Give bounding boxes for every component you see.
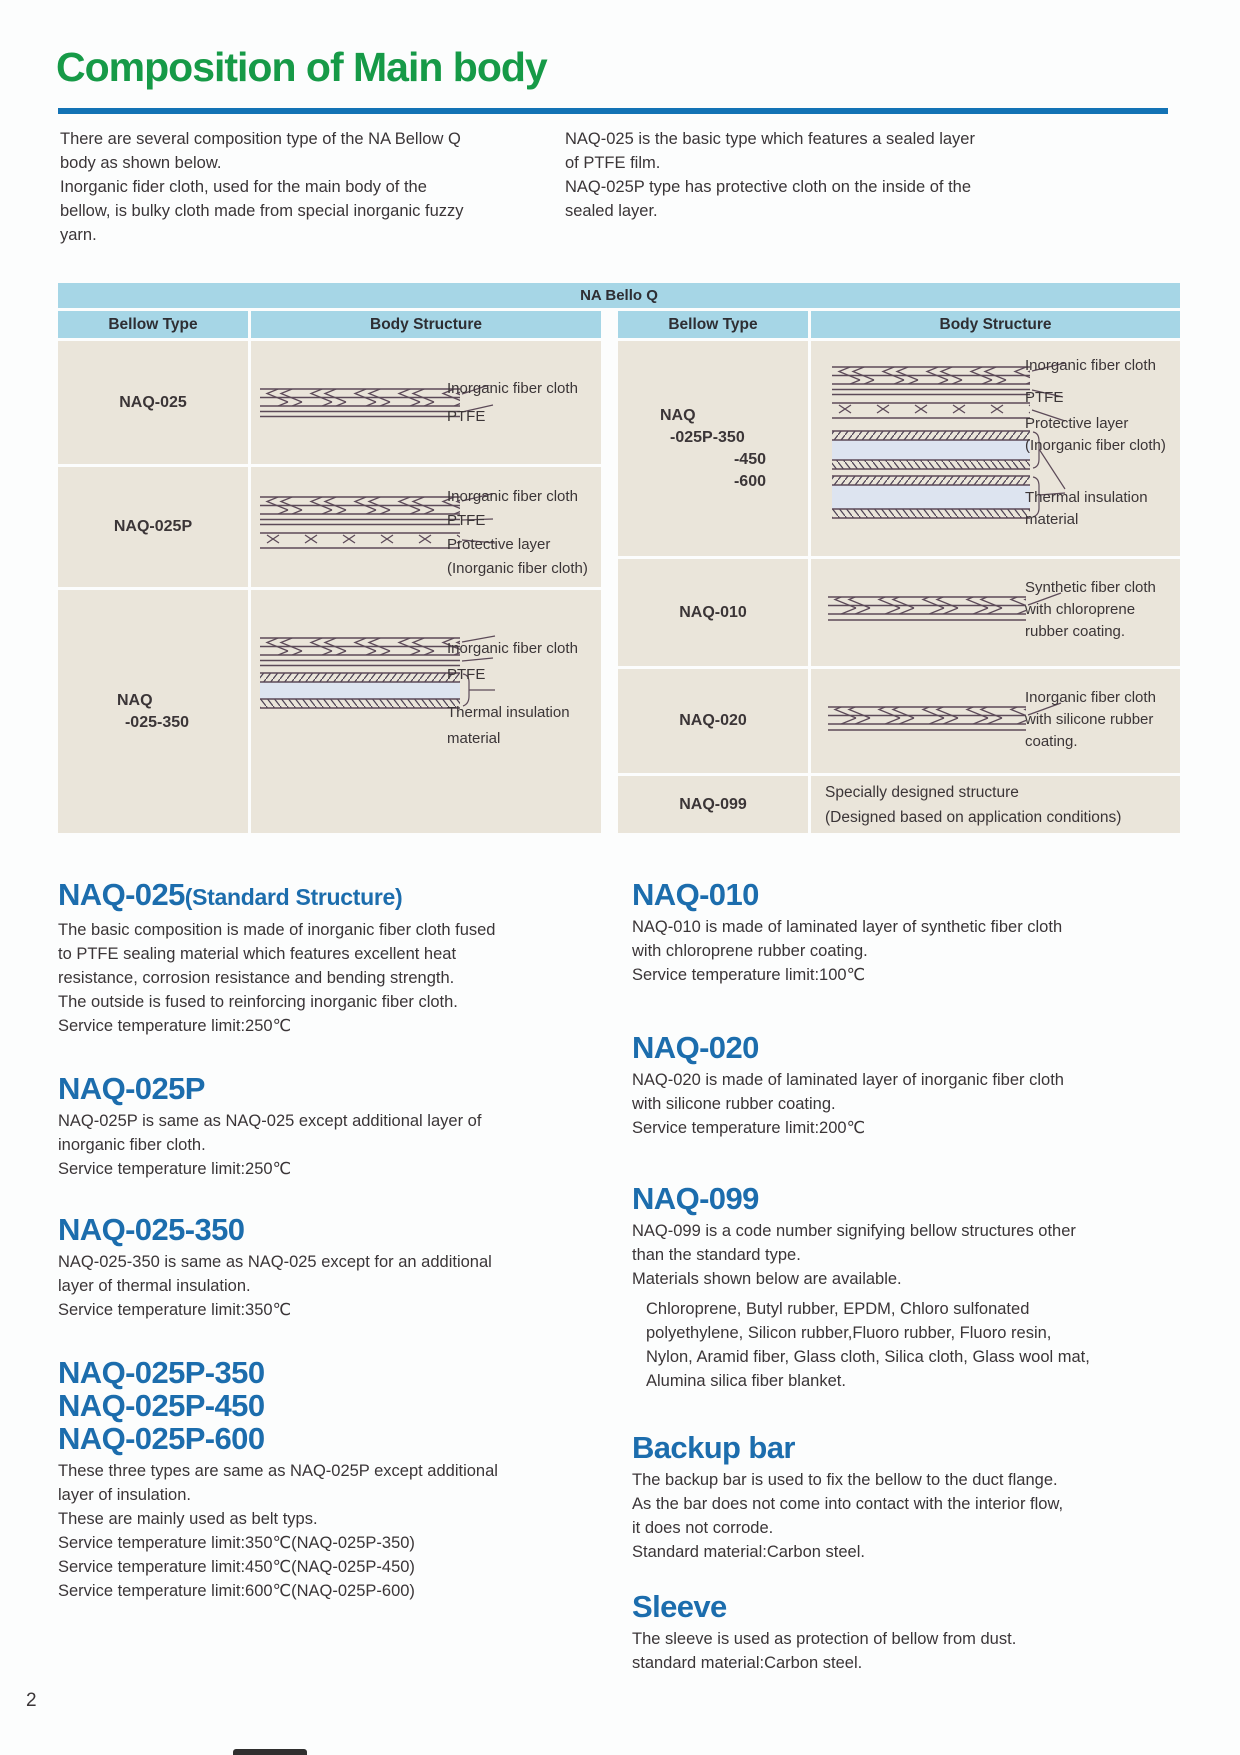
text-line: These three types are same as NAQ-025P except additional — [58, 1462, 498, 1480]
text-line: (Designed based on application conditions) — [825, 808, 1122, 826]
section-naq-099 — [632, 1182, 1137, 1393]
column-header-bellow-type: Bellow Type — [58, 311, 248, 338]
section-body — [632, 1068, 1137, 1140]
text-line: -450 — [733, 450, 766, 468]
text-line: Service temperature limit:350℃ — [58, 1301, 292, 1319]
section-heading: NAQ-020 — [632, 1030, 759, 1065]
bellow-type-naq-025p-350-450-600 — [618, 341, 808, 556]
text-line: As the bar does not come into contact with the interior flow, — [632, 1495, 1064, 1513]
text-line: Service temperature limit:250℃ — [58, 1160, 292, 1178]
section-heading: NAQ-025-350 — [58, 1212, 245, 1247]
text-line: NAQ — [116, 691, 153, 709]
text-line: Standard material:Carbon steel. — [632, 1543, 865, 1561]
text-line: inorganic fiber cloth. — [58, 1136, 206, 1154]
page-number: 2 — [26, 1690, 37, 1711]
text-line: bellow, is bulky cloth made from special inorganic fuzzy — [60, 202, 464, 220]
structure-naq-025-350 — [251, 590, 601, 833]
text-line: Service temperature limit:450℃(NAQ-025P-450) — [58, 1558, 415, 1576]
layer-labels — [447, 636, 578, 752]
text-line: -600 — [733, 472, 766, 490]
text-line: NAQ-010 is made of laminated layer of synthetic fiber cloth — [632, 918, 1063, 936]
table-left-half — [58, 311, 601, 833]
text-line: The basic composition is made of inorganic fiber cloth fused — [58, 921, 496, 939]
text-line: body as shown below. — [60, 154, 222, 172]
section-title-line: NAQ-025P-350 — [58, 1355, 265, 1390]
section-body — [58, 1250, 546, 1322]
section-naq-020 — [632, 1031, 1137, 1140]
layer-labels — [447, 485, 588, 581]
bellow-type-naq-025p: NAQ-025P — [58, 467, 248, 587]
section-heading: NAQ-010 — [632, 877, 759, 912]
text-line: Service temperature limit:200℃ — [632, 1119, 866, 1137]
section-heading — [58, 1356, 546, 1455]
text-line: Inorganic fiber cloth — [447, 640, 578, 657]
text-line: layer of thermal insulation. — [58, 1277, 251, 1295]
text-line: NAQ-025 is the basic type which features a sealed layer — [565, 130, 975, 148]
materials-list — [646, 1297, 1137, 1393]
text-line: Alumina silica fiber blanket. — [646, 1372, 846, 1390]
text-line: Inorganic fiber cloth — [1025, 357, 1156, 374]
section-naq-025p-350-450-600 — [58, 1356, 546, 1603]
section-title-line: NAQ-025P-600 — [58, 1421, 265, 1456]
text-line: Service temperature limit:250℃ — [58, 1017, 292, 1035]
section-heading: Backup bar — [632, 1430, 795, 1465]
text-line: Protective layer — [447, 536, 551, 553]
text-line: NAQ-025P type has protective cloth on the inside of the — [565, 178, 972, 196]
text-line: coating. — [1025, 733, 1078, 750]
section-sleeve — [632, 1590, 1137, 1675]
text-line: Inorganic fiber cloth — [447, 380, 578, 397]
section-naq-010 — [632, 878, 1137, 987]
text-line: Chloroprene, Butyl rubber, EPDM, Chloro sulfonated — [646, 1300, 1030, 1318]
text-line: Service temperature limit:350℃(NAQ-025P-350) — [58, 1534, 415, 1552]
structure-naq-099 — [811, 776, 1180, 833]
text-line: NAQ — [660, 406, 696, 424]
text-line: PTFE — [447, 512, 486, 529]
naq-099-description — [825, 780, 1121, 830]
text-line: Inorganic fiber cloth — [1025, 689, 1156, 706]
layer-labels — [1025, 577, 1156, 643]
section-body — [58, 1459, 546, 1603]
text-line: Service temperature limit:100℃ — [632, 966, 866, 984]
text-line: PTFE — [447, 408, 486, 425]
layer-labels — [1025, 355, 1166, 531]
text-line: (Inorganic fiber cloth) — [1025, 437, 1166, 454]
section-heading: NAQ-025P — [58, 1071, 205, 1106]
text-line: rubber coating. — [1025, 623, 1126, 640]
section-naq-025p — [58, 1072, 546, 1181]
column-header-bellow-type: Bellow Type — [618, 311, 808, 338]
text-line: Inorganic fiber cloth — [447, 488, 578, 505]
text-line: The sleeve is used as protection of bellow from dust. — [632, 1630, 1017, 1648]
text-line: material — [447, 730, 501, 747]
text-line: yarn. — [60, 226, 97, 244]
section-title-line: NAQ-025P-450 — [58, 1388, 265, 1423]
section-heading: NAQ-099 — [632, 1181, 759, 1216]
text-line: Synthetic fiber cloth — [1025, 579, 1156, 596]
bellow-type-naq-025: NAQ-025 — [58, 341, 248, 464]
section-heading: Sleeve — [632, 1589, 727, 1624]
structure-naq-025 — [251, 341, 601, 464]
structure-naq-025p — [251, 467, 601, 587]
text-line: with chloroprene — [1025, 601, 1136, 618]
text-line: standard material:Carbon steel. — [632, 1654, 863, 1672]
section-naq-025 — [58, 878, 546, 1038]
section-body — [632, 1219, 1137, 1291]
column-header-body-structure: Body Structure — [251, 311, 601, 338]
column-header-body-structure: Body Structure — [811, 311, 1180, 338]
section-body — [58, 1109, 546, 1181]
text-line: NAQ-025-350 is same as NAQ-025 except for an additional — [58, 1253, 492, 1271]
section-naq-025-350 — [58, 1213, 546, 1322]
text-line: PTFE — [447, 666, 486, 683]
structure-naq-025p-350-450-600 — [811, 341, 1180, 556]
text-line: polyethylene, Silicon rubber,Fluoro rubber, Fluoro resin, — [646, 1324, 1052, 1342]
text-line: (Inorganic fiber cloth) — [447, 560, 588, 577]
structure-naq-020 — [811, 669, 1180, 773]
text-line: -025-350 — [124, 713, 190, 731]
text-line: These are mainly used as belt typs. — [58, 1510, 318, 1528]
page-title: Composition of Main body — [56, 44, 547, 90]
intro-paragraph-right — [565, 127, 1055, 223]
section-title: NAQ-025 — [58, 877, 185, 912]
section-subtitle: (Standard Structure) — [184, 884, 403, 910]
text-line: Thermal insulation — [447, 704, 570, 721]
text-line: Materials shown below are available. — [632, 1270, 902, 1288]
text-line: The outside is fused to reinforcing inorganic fiber cloth. — [58, 993, 458, 1011]
text-line: to PTFE sealing material which features excellent heat — [58, 945, 457, 963]
bellow-type-naq-025-350 — [58, 590, 248, 833]
bellow-type-naq-099: NAQ-099 — [618, 776, 808, 833]
text-line: NAQ-025P is same as NAQ-025 except additional layer of — [58, 1112, 482, 1130]
text-line: with silicone rubber coating. — [632, 1095, 836, 1113]
text-line: Inorganic fider cloth, used for the main body of the — [60, 178, 427, 196]
sections-left-column — [58, 866, 546, 1603]
section-backup-bar — [632, 1431, 1137, 1564]
title-underline — [58, 108, 1168, 114]
section-heading — [58, 878, 546, 914]
section-body — [58, 918, 546, 1038]
table-title: NA Bello Q — [58, 283, 1180, 308]
text-line: sealed layer. — [565, 202, 658, 220]
sections-right-column — [632, 866, 1137, 1675]
bellow-type-naq-010: NAQ-010 — [618, 559, 808, 666]
text-line: -025P-350 — [670, 428, 745, 446]
text-line: Protective layer — [1025, 415, 1129, 432]
table-right-half — [618, 311, 1180, 833]
intro-paragraph-left — [60, 127, 540, 247]
text-line: Specially designed structure — [825, 783, 1019, 801]
text-line: with silicone rubber — [1025, 711, 1154, 728]
text-line: There are several composition type of the NA Bellow Q — [60, 130, 461, 148]
text-line: PTFE — [1025, 389, 1064, 406]
text-line: The backup bar is used to fix the bellow to the duct flange. — [632, 1471, 1058, 1489]
composition-table — [58, 283, 1180, 833]
text-line: it does not corrode. — [632, 1519, 774, 1537]
section-body — [632, 915, 1137, 987]
text-line: Nylon, Aramid fiber, Glass cloth, Silica cloth, Glass wool mat, — [646, 1348, 1090, 1366]
layer-labels — [447, 375, 578, 431]
text-line: NAQ-099 is a code number signifying bellow structures other — [632, 1222, 1076, 1240]
structure-naq-010 — [811, 559, 1180, 666]
text-line: of PTFE film. — [565, 154, 661, 172]
text-line: than the standard type. — [632, 1246, 801, 1264]
text-line: Service temperature limit:600℃(NAQ-025P-600) — [58, 1582, 415, 1600]
text-line: NAQ-020 is made of laminated layer of inorganic fiber cloth — [632, 1071, 1064, 1089]
text-line: Thermal insulation — [1025, 489, 1148, 506]
layer-labels — [1025, 687, 1156, 753]
section-body — [632, 1627, 1137, 1675]
text-line: material — [1025, 511, 1079, 528]
bellow-type-name — [660, 405, 766, 493]
bellow-type-name — [117, 690, 189, 734]
text-line: layer of insulation. — [58, 1486, 191, 1504]
text-line: resistance, corrosion resistance and bending strength. — [58, 969, 455, 987]
bellow-type-naq-020: NAQ-020 — [618, 669, 808, 773]
text-line: with chloroprene rubber coating. — [632, 942, 868, 960]
bottom-edge-mark — [233, 1749, 307, 1755]
section-body — [632, 1468, 1137, 1564]
table-body — [58, 311, 1180, 833]
